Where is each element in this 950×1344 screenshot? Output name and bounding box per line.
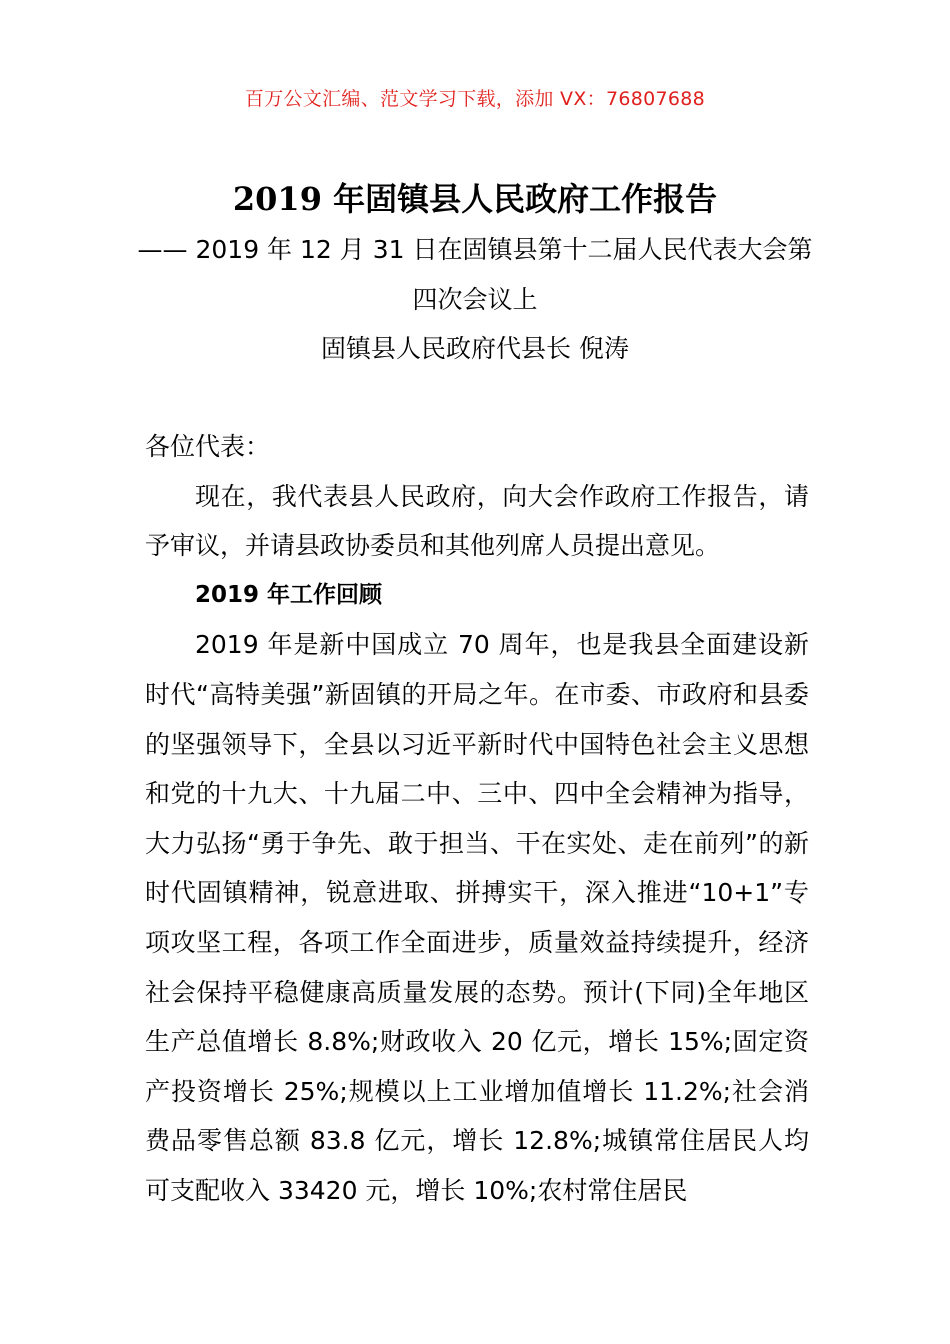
intro-paragraph: 现在，我代表县人民政府，向大会作政府工作报告，请予审议，并请县政协委员和其他列席人员提出意见。 (145, 481, 809, 561)
review-paragraph: 2019 年是新中国成立 70 周年，也是我县全面建设新时代“高特美强”新固镇的开局之年。在市委、市政府和县委的坚强领导下，全县以习近平新时代中国特色社会主义思想和党的十九大、十九届二中、三中、四中全会精神为指导，大力弘扬“勇于争先、敢于担当、干在实处、走在前列”的新时代固镇精神，锐意进取、拼搏实干，深入推进“10+1”专项攻坚工程，各项工作全面进步，质量效益持续提升，经济社会保持平稳健康高质量发展的态势。预计(下同)全年地区生产总值增长 8.8%;财政收入 20 亿元，增长 15%;固定资产投资增长 25%;规模以上工业增加值增长 11.2%;社会消费品零售总额 83.8 亿元，增长 12.8%;城镇常住居民人均可支配收入 33420 元，增长 10%;农村常住居民 (145, 630, 809, 1205)
salutation: 各位代表： (145, 432, 271, 461)
document-title: 2019 年固镇县人民政府工作报告 (232, 180, 718, 218)
watermark-banner: 百万公文汇编、范文学习下载，添加 VX：76807688 (244, 88, 706, 110)
document-author: 固镇县人民政府代县长 倪涛 (321, 334, 629, 363)
document-subtitle-line1: —— 2019 年 12 月 31 日在固镇县第十二届人民代表大会第 (137, 235, 813, 264)
document-body (145, 422, 809, 1216)
document-subtitle-line2: 四次会议上 (412, 285, 538, 314)
section-heading: 2019 年工作回顾 (195, 581, 383, 608)
